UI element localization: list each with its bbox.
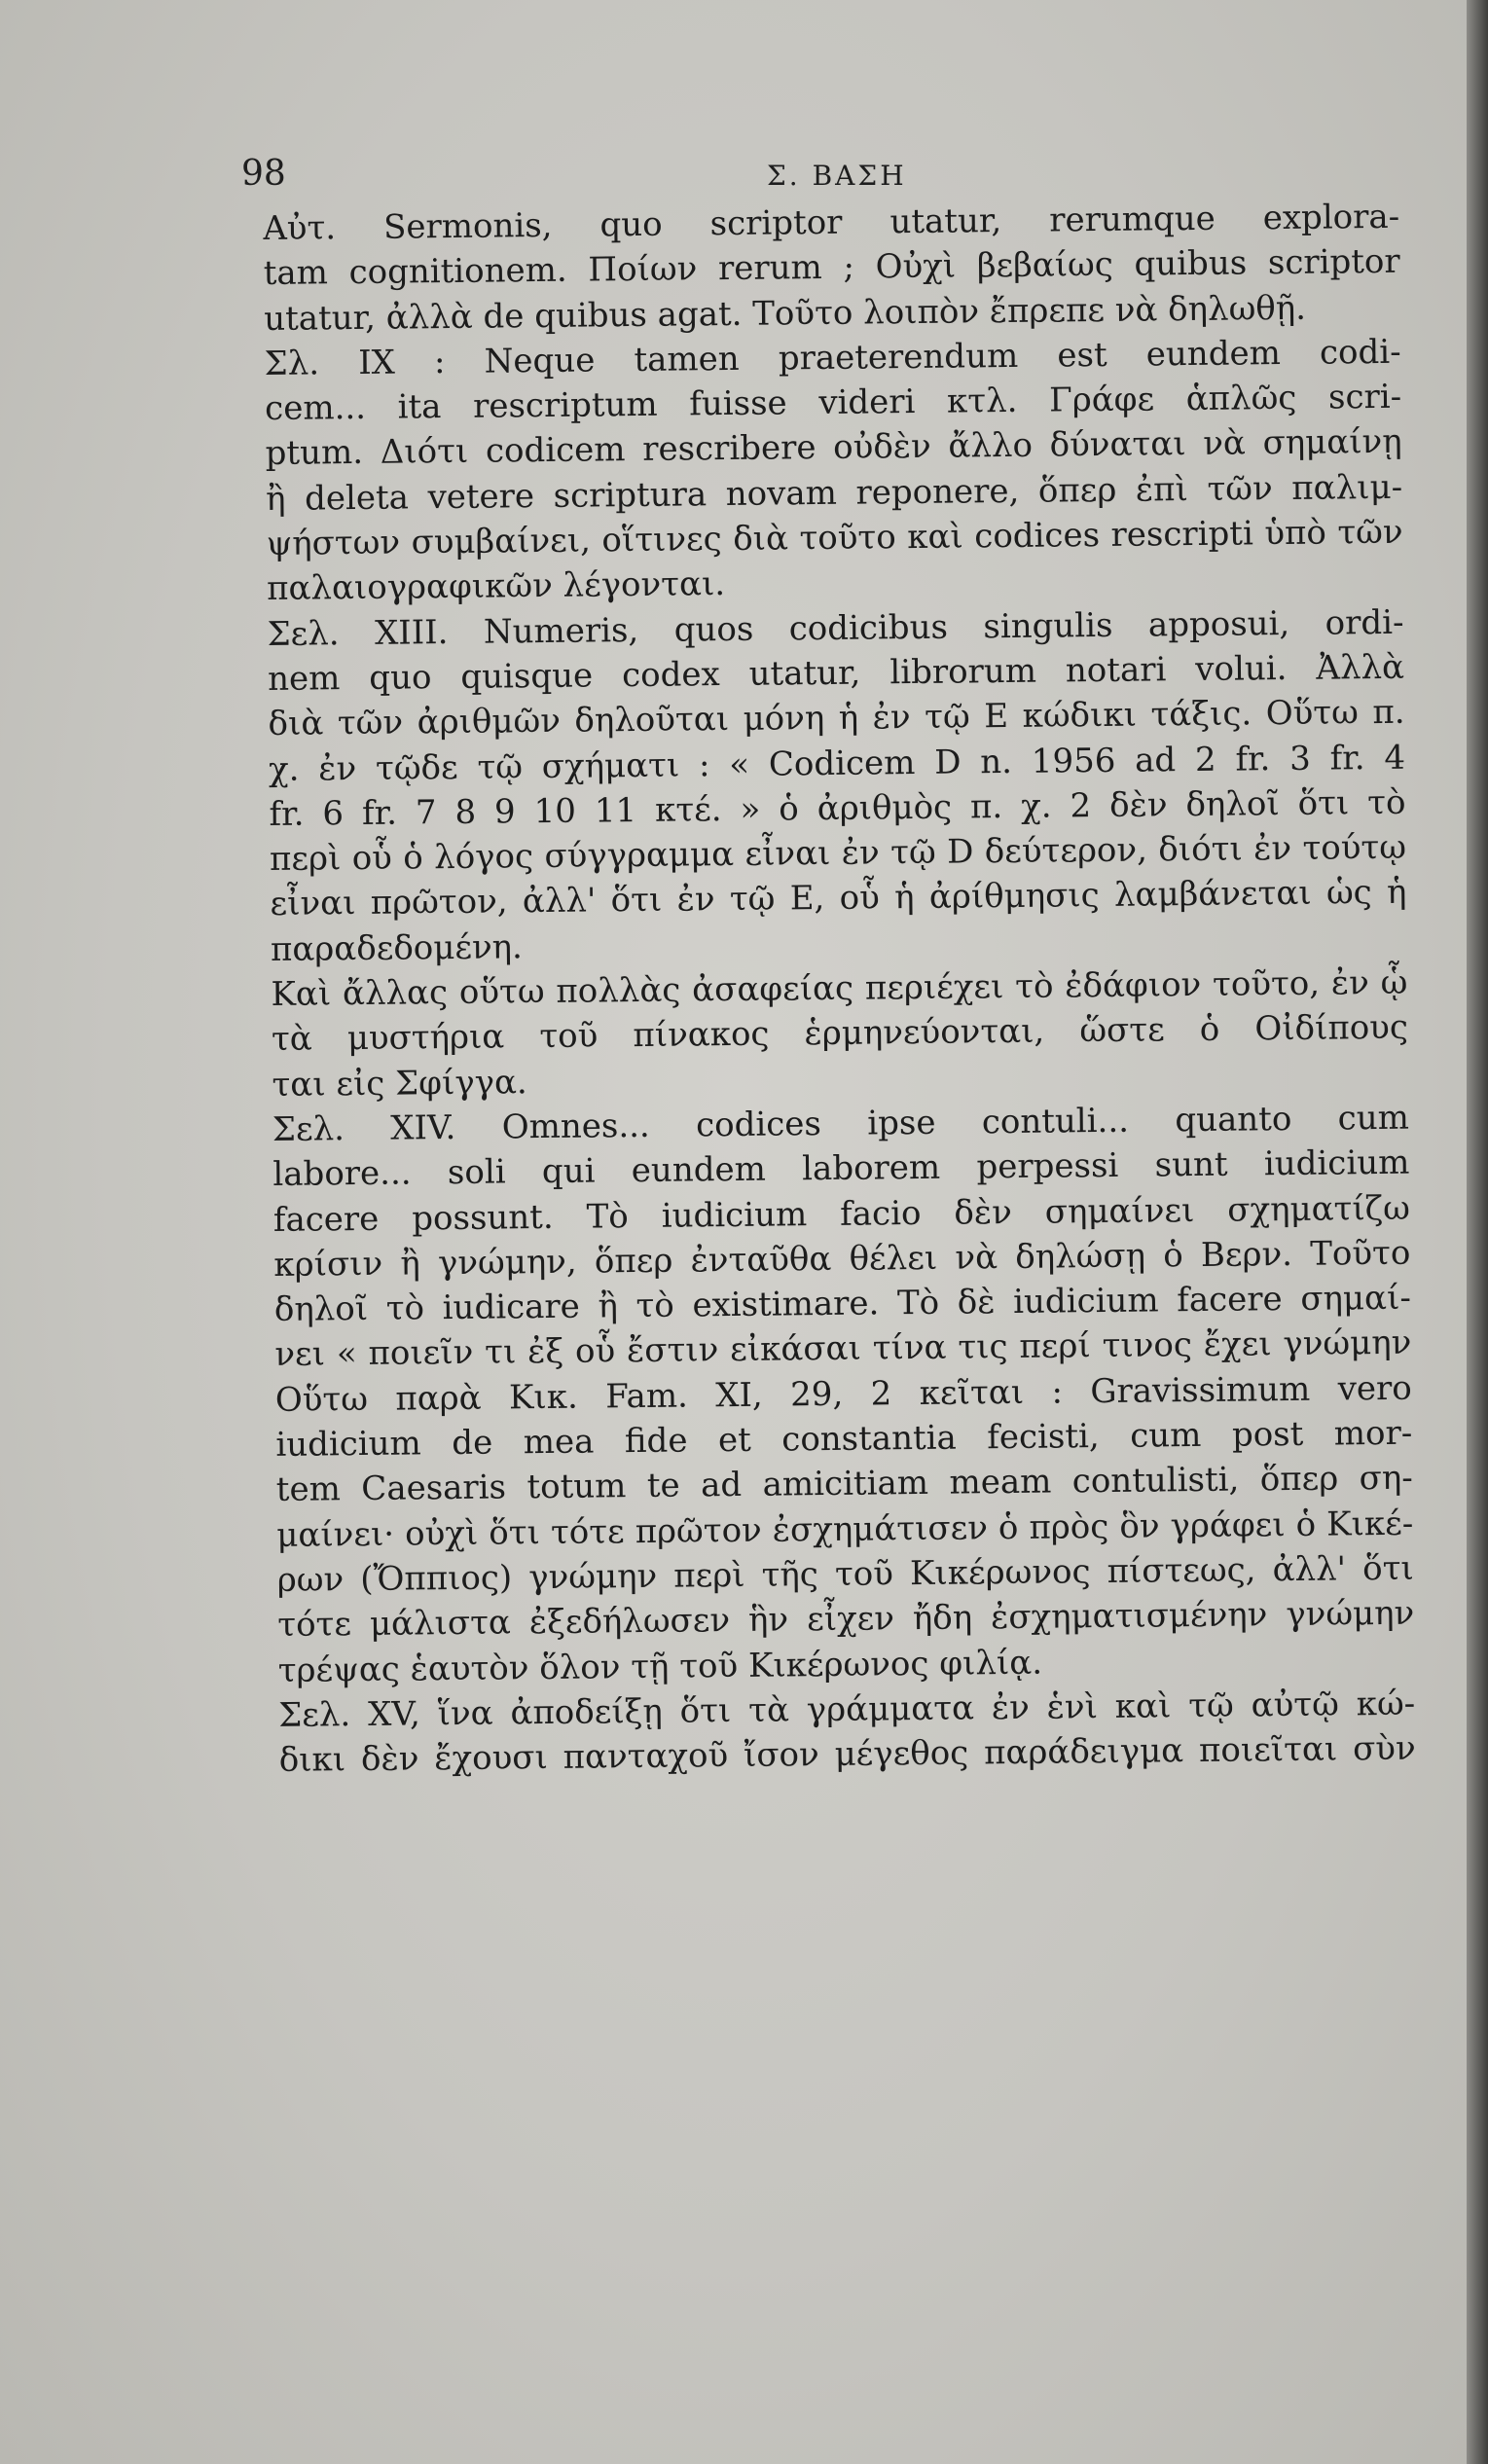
text-line: ἢ deleta vetere scriptura novam reponere, ὅπερ ἐπὶ τῶν παλιμ- bbox=[265, 467, 1403, 519]
text-line: ptum. Διότι codicem rescribere οὐδὲν ἄλλο δύναται νὰ σημαίνῃ bbox=[265, 422, 1402, 474]
text-line: κρίσιν ἢ γνώμην, ὅπερ ἐνταῦθα θέλει νὰ δηλώσῃ ὁ Βερν. Τοῦτο bbox=[273, 1233, 1411, 1285]
text-line: Αὐτ. Sermonis, quo scriptor utatur, rerumque explora- bbox=[263, 197, 1400, 248]
text-line: tam cognitionem. Ποίων rerum ; Οὐχὶ βεβαίως quibus scriptor bbox=[263, 242, 1400, 294]
body-text bbox=[263, 195, 1416, 1784]
text-line: παραδεδομένη. bbox=[270, 926, 524, 969]
text-line: facere possunt. Τὸ iudicium facio δὲν σημαίνει σχηματίζω bbox=[272, 1188, 1411, 1240]
text-line: τότε μάλιστα ἐξεδήλωσεν ἣν εἶχεν ἤδη ἐσχηματισμένην γνώμην bbox=[277, 1593, 1415, 1646]
text-line: utatur, ἀλλὰ de quibus agat. Τοῦτο λοιπὸν ἔπρεπε νὰ δηλωθῇ. bbox=[264, 288, 1307, 339]
text-line: χ. ἐν τῷδε τῷ σχήματι : « Codicem D n. 1956 ad 2 fr. 3 fr. 4 bbox=[268, 738, 1406, 789]
text-line: νει « ποιεῖν τι ἐξ οὗ ἔστιν εἰκάσαι τίνα τις περί τινος ἔχει γνώμην bbox=[274, 1323, 1412, 1375]
running-head: Σ. ΒΑΣΗ bbox=[767, 160, 907, 192]
text-line: δηλοῖ τὸ iudicare ἢ τὸ existimare. Τὸ δὲ iudicium facere σημαί- bbox=[273, 1278, 1412, 1330]
text-line: Σλ. IX : Neque tamen praeterendum est eundem codi- bbox=[264, 332, 1401, 383]
text-line: nem quo quisque codex utatur, librorum notari volui. Ἀλλὰ bbox=[267, 647, 1405, 699]
text-line: ται εἰς Σφίγγα. bbox=[272, 1062, 527, 1105]
text-line: cem... ita rescriptum fuisse videri κτλ. Γράφε ἁπλῶς scri- bbox=[264, 377, 1402, 429]
text-line: tem Caesaris totum te ad amicitiam meam contulisti, ὅπερ ση- bbox=[275, 1459, 1413, 1510]
text-line: τὰ μυστήρια τοῦ πίνακος ἑρμηνεύονται, ὥστε ὁ Οἰδίπους bbox=[271, 1008, 1409, 1060]
text-line: Καὶ ἄλλας οὕτω πολλὰς ἀσαφείας περιέχει τὸ ἐδάφιον τοῦτο, ἐν ᾧ bbox=[271, 962, 1408, 1015]
text-line: ρων (Ὄππιος) γνώμην περὶ τῆς τοῦ Κικέρωνος πίστεως, ἀλλ' ὅτι bbox=[276, 1548, 1414, 1600]
text-line: Σελ. XIV. Omnes... codices ipse contuli... quanto cum bbox=[272, 1098, 1410, 1149]
text-line: Οὕτω παρὰ Κικ. Fam. XI, 29, 2 κεῖται : Gravissimum vero bbox=[274, 1368, 1412, 1420]
text-line: δικι δὲν ἔχουσι πανταχοῦ ἴσον μέγεθος παράδειγμα ποιεῖται σὺν bbox=[278, 1728, 1416, 1781]
page-number: 98 bbox=[241, 154, 286, 194]
text-line: ψήστων συμβαίνει, οἵτινες διὰ τοῦτο καὶ codices rescripti ὑπὸ τῶν bbox=[266, 512, 1403, 564]
text-line: Σελ. XIII. Numeris, quos codicibus singulis apposui, ordi- bbox=[267, 602, 1404, 654]
text-line: διὰ τῶν ἀριθμῶν δηλοῦται μόνη ἡ ἐν τῷ E κώδικι τάξις. Οὕτω π. bbox=[268, 693, 1405, 744]
text-line: εἶναι πρῶτον, ἀλλ' ὅτι ἐν τῷ E, οὗ ἡ ἀρίθμησις λαμβάνεται ὡς ἡ bbox=[270, 873, 1407, 924]
text-line: περὶ οὗ ὁ λόγος σύγγραμμα εἶναι ἐν τῷ D δεύτερον, διότι ἐν τούτῳ bbox=[269, 827, 1407, 880]
page-edge-shadow bbox=[1467, 0, 1488, 2464]
text-line: μαίνει· οὐχὶ ὅτι τότε πρῶτον ἐσχημάτισεν ὁ πρὸς ὃν γράφει ὁ Κικέ- bbox=[276, 1504, 1414, 1555]
text-line: παλαιογραφικῶν λέγονται. bbox=[266, 564, 726, 609]
text-line: τρέψας ἑαυτὸν ὅλον τῇ τοῦ Κικέρωνος φιλίᾳ. bbox=[277, 1643, 1043, 1690]
text-line: labore... soli qui eundem laborem perpessi sunt iudicium bbox=[272, 1142, 1410, 1195]
text-line: fr. 6 fr. 7 8 9 10 11 κτέ. » ὁ ἀριθμὸς π. χ. 2 δὲν δηλοῖ ὅτι τὸ bbox=[269, 782, 1406, 834]
text-line: iudicium de mea fide et constantia fecisti, cum post mor- bbox=[275, 1413, 1413, 1465]
text-line: Σελ. XV, ἵνα ἀποδείξῃ ὅτι τὰ γράμματα ἐν ἑνὶ καὶ τῷ αὐτῷ κώ- bbox=[278, 1684, 1416, 1735]
